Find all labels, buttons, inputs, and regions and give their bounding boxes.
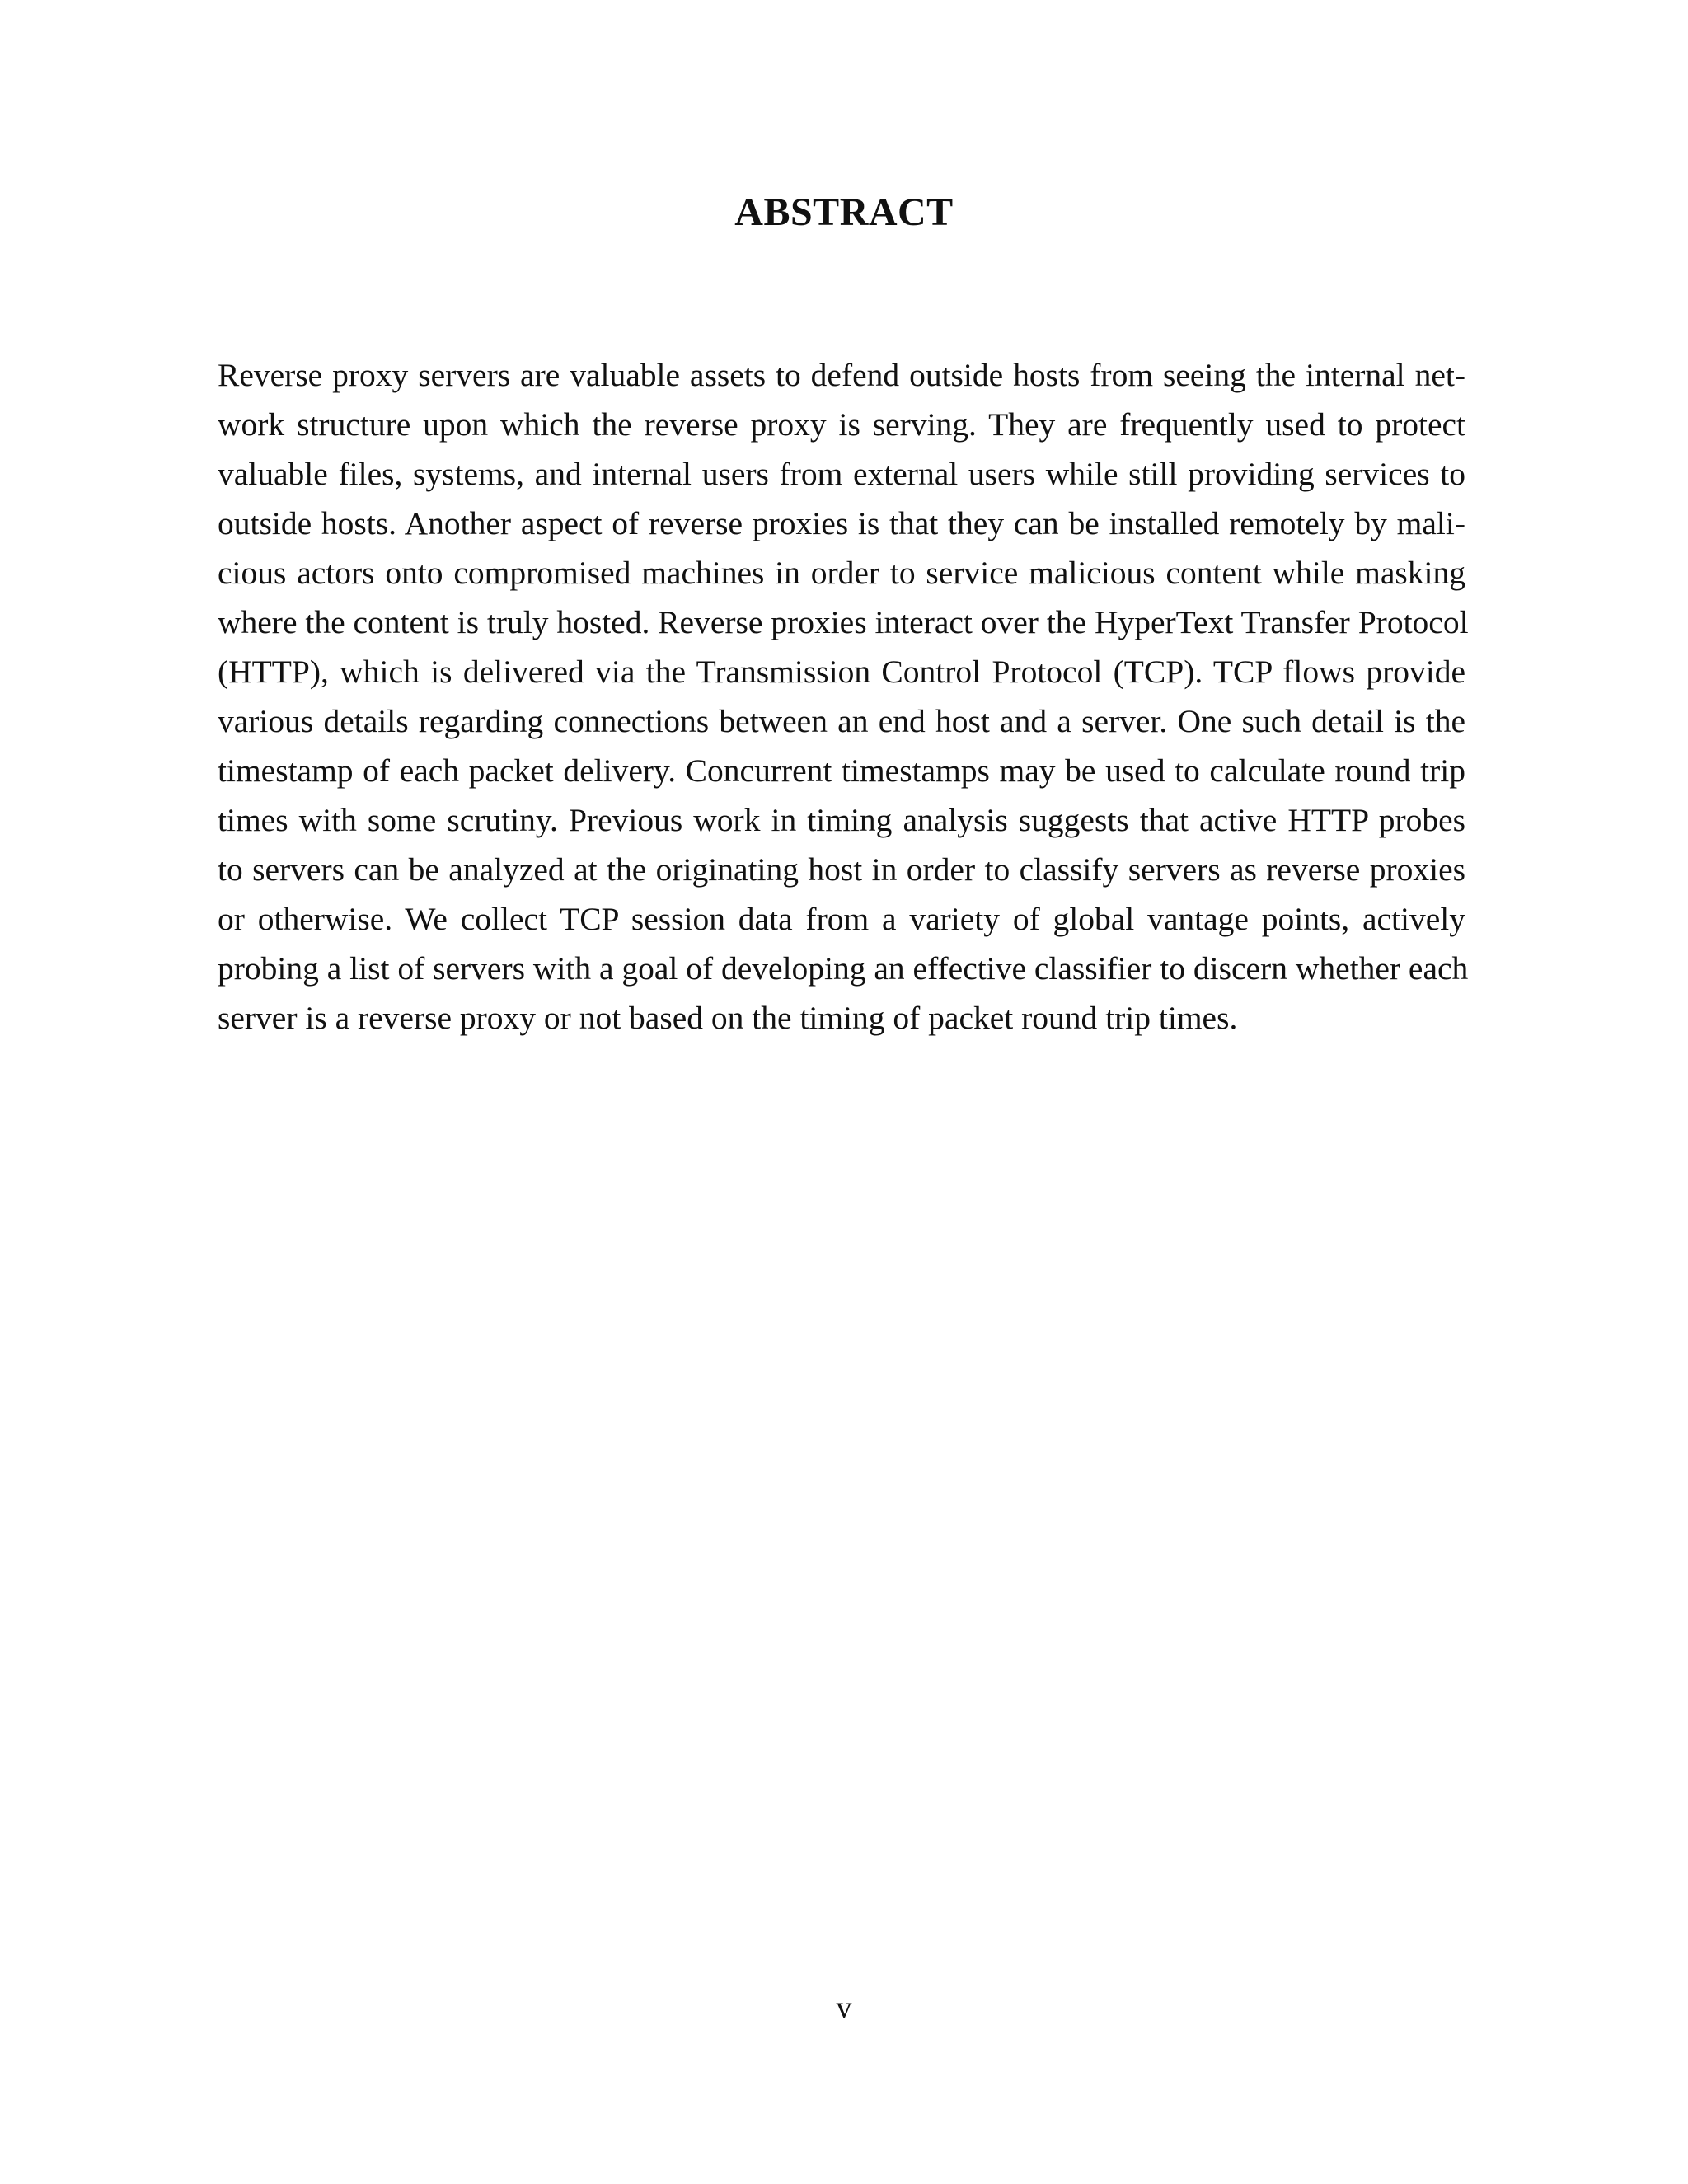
- abstract-line: server is a reverse proxy or not based on the timing of packet round trip times.: [218, 1000, 1238, 1036]
- abstract-line: Reverse proxy servers are valuable assets to defend outside hosts from seeing the internal net-: [218, 357, 1465, 393]
- abstract-line: (HTTP), which is delivered via the Transmission Control Protocol (TCP). TCP flows provide: [218, 654, 1465, 690]
- abstract-line: outside hosts. Another aspect of reverse proxies is that they can be installed remotely by mali-: [218, 505, 1465, 541]
- page-number: v: [836, 1990, 852, 2025]
- abstract-line: where the content is truly hosted. Reverse proxies interact over the HyperText Transfer Protocol: [218, 604, 1469, 640]
- abstract-line: or otherwise. We collect TCP session data from a variety of global vantage points, actively: [218, 901, 1465, 937]
- abstract-line: to servers can be analyzed at the originating host in order to classify servers as reverse proxies: [218, 851, 1465, 888]
- abstract-line: work structure upon which the reverse proxy is serving. They are frequently used to protect: [218, 406, 1465, 443]
- abstract-line: probing a list of servers with a goal of developing an effective classifier to discern whether each: [218, 950, 1469, 987]
- abstract-line: times with some scrutiny. Previous work in timing analysis suggests that active HTTP probes: [218, 802, 1465, 838]
- abstract-body: [218, 350, 1469, 1043]
- abstract-line: timestamp of each packet delivery. Concurrent timestamps may be used to calculate round trip: [218, 752, 1465, 789]
- abstract-line: various details regarding connections between an end host and a server. One such detail is the: [218, 703, 1465, 739]
- abstract-line: valuable files, systems, and internal users from external users while still providing services to: [218, 456, 1465, 492]
- abstract-title: ABSTRACT: [734, 190, 954, 234]
- abstract-line: cious actors onto compromised machines in order to service malicious content while masking: [218, 555, 1465, 591]
